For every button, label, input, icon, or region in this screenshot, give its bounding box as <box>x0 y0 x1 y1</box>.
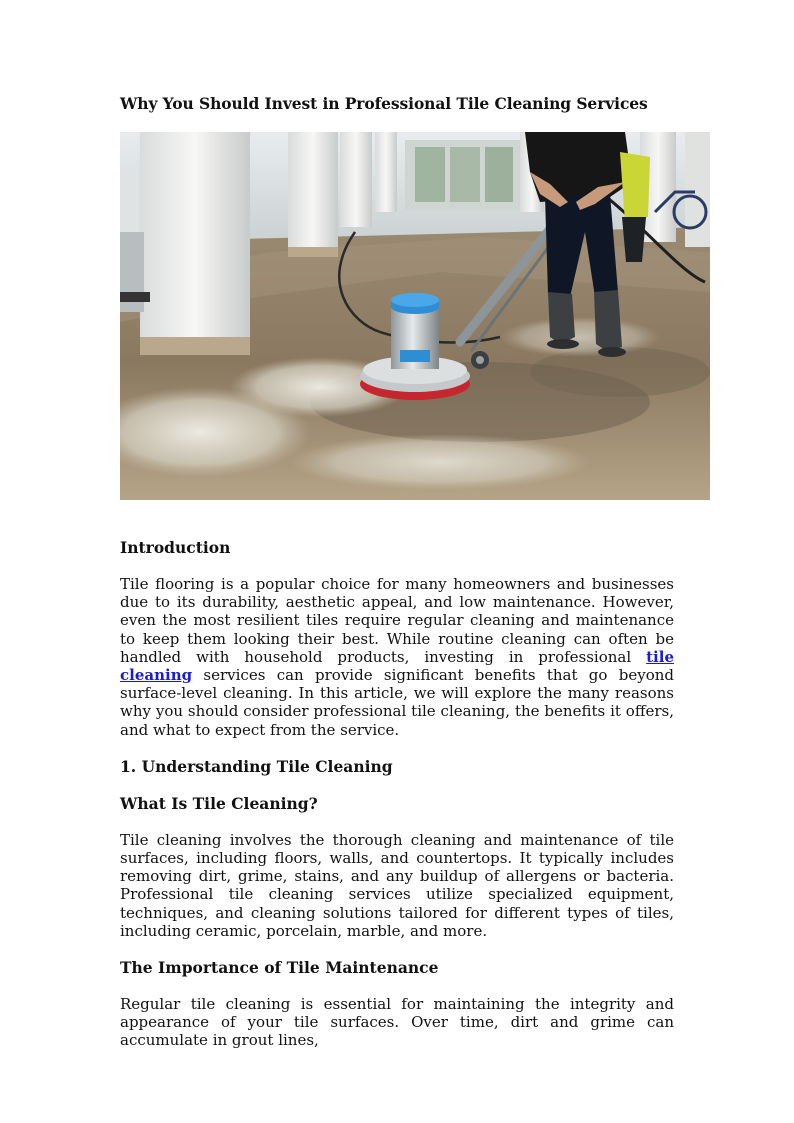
what-is-tile-cleaning-heading: What Is Tile Cleaning? <box>120 793 318 813</box>
intro-text-after-link: services can provide significant benefits that go beyond surface-level cleaning. In this article, we will explore the many reasons why you should consider professional tile cleaning, the benefits it offers, and what to expect from the service. <box>120 666 674 739</box>
introduction-paragraph <box>120 575 674 739</box>
document-title: Why You Should Invest in Professional Tile Cleaning Services <box>120 94 648 113</box>
floor-cleaning-machine-photo <box>120 132 710 500</box>
document-page <box>120 92 674 1068</box>
section-understanding-heading: 1. Understanding Tile Cleaning <box>120 756 393 776</box>
importance-heading: The Importance of Tile Maintenance <box>120 958 439 978</box>
introduction-heading: Introduction <box>120 538 231 557</box>
intro-text-before-link: Tile flooring is a popular choice for many homeowners and businesses due to its durability, aesthetic appeal, and low maintenance. However, even the most resilient tiles require regular cleaning and maintenance to keep them looking their best. While routine cleaning can often be handled with household products, investing in professional <box>120 575 674 666</box>
tile-cleaning-link[interactable]: tile cleaning <box>120 647 674 685</box>
importance-paragraph: Regular tile cleaning is essential for maintaining the integrity and appearance of your tile surfaces. Over time, dirt and grime can accumulate in grout lines, <box>120 995 674 1050</box>
what-is-tile-cleaning-paragraph: Tile cleaning involves the thorough cleaning and maintenance of tile surfaces, including floors, walls, and countertops. It typically includes removing dirt, grime, stains, and any buildup of allergens or bacteria. Professional tile cleaning services utilize specialized equipment, techniques, and cleaning solutions tailored for different types of tiles, including ceramic, porcelain, marble, and more. <box>120 830 674 940</box>
